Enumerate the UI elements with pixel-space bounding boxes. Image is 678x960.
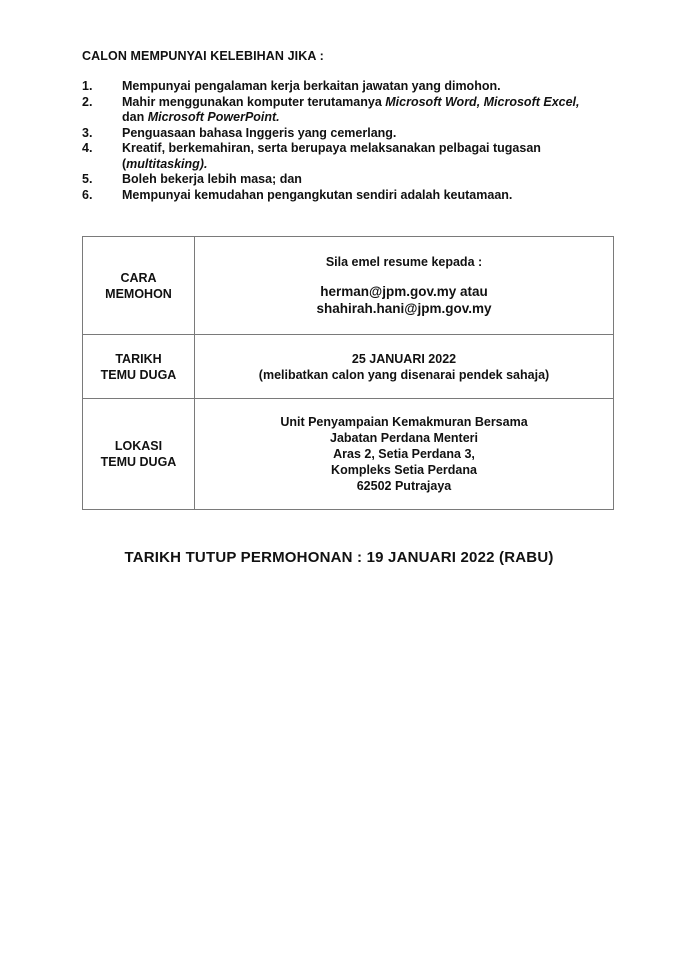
interview-location-label-line: TEMU DUGA [100,455,177,469]
address-line: Unit Penyampaian Kemakmuran Bersama [280,415,528,429]
list-item [82,95,602,126]
interview-date: 25 JANUARI 2022 [351,351,457,366]
list-item-text: Penguasaan bahasa Inggeris yang cemerlang. [122,125,397,140]
list-item-text [122,95,602,126]
apply-value-cell [195,237,614,335]
list-item-number: 3. [82,125,93,140]
list-item-emphasis: multitasking). [126,156,208,171]
interview-location-label-line: LOKASI [114,439,163,453]
interview-date-label-line: TARIKH [115,351,162,366]
list-item-text-part: dan [122,110,148,124]
apply-label-line: CARA [120,270,157,285]
list-item [82,188,602,204]
requirements-list [82,79,602,203]
email-herman-link[interactable]: herman@jpm.gov.my atau [320,283,488,299]
list-item-number: 2. [82,94,93,109]
list-item-text-part: Kreatif, berkemahiran, serta berupaya melaksanakan pelbagai tugasan ( [122,141,541,171]
address-line: 62502 Putrajaya [356,479,452,493]
address-line: Jabatan Perdana Menteri [330,431,478,445]
list-item-emphasis: Microsoft Word, Microsoft Excel, [385,94,580,109]
list-item-text: Mempunyai pengalaman kerja berkaitan jawatan yang dimohon. [122,79,501,93]
address-line: Kompleks Setia Perdana [331,463,477,477]
interview-date-note: (melibatkan calon yang disenarai pendek sahaja) [258,367,550,382]
list-item-number: 5. [82,172,93,186]
address-line: Aras 2, Setia Perdana 3, [333,447,475,461]
table-row [83,335,614,399]
interview-location-value-cell [195,399,614,510]
list-item-text-part: Mahir menggunakan komputer terutamanya [122,94,386,109]
apply-label-cell [83,237,195,335]
interview-location-label-cell [83,399,195,510]
list-item-emphasis: Microsoft PowerPoint. [147,110,280,124]
interview-date-label-cell [83,335,195,399]
apply-label-line: MEMOHON [105,286,172,301]
list-item-number: 4. [82,141,93,155]
list-item [82,79,602,95]
list-item-number: 6. [82,187,93,202]
list-item [82,141,602,172]
list-item [82,126,602,142]
list-item-text: Mempunyai kemudahan pengangkutan sendiri adalah keutamaan. [122,187,513,202]
apply-intro: Sila emel resume kepada : [325,254,483,269]
email-shahirah-link[interactable]: shahirah.hani@jpm.gov.my [316,300,492,316]
application-info-table [82,236,614,510]
closing-date-notice: TARIKH TUTUP PERMOHONAN : 19 JANUARI 2022 (RABU) [124,549,554,566]
list-item-number: 1. [82,79,93,93]
list-item [82,172,602,188]
list-item-text: Boleh bekerja lebih masa; dan [122,172,302,186]
table-row [83,237,614,335]
list-item-text [122,141,602,172]
section-heading: CALON MEMPUNYAI KELEBIHAN JIKA : [82,49,324,63]
table-row [83,399,614,510]
interview-date-value-cell [195,335,614,399]
interview-date-label-line: TEMU DUGA [100,367,177,382]
